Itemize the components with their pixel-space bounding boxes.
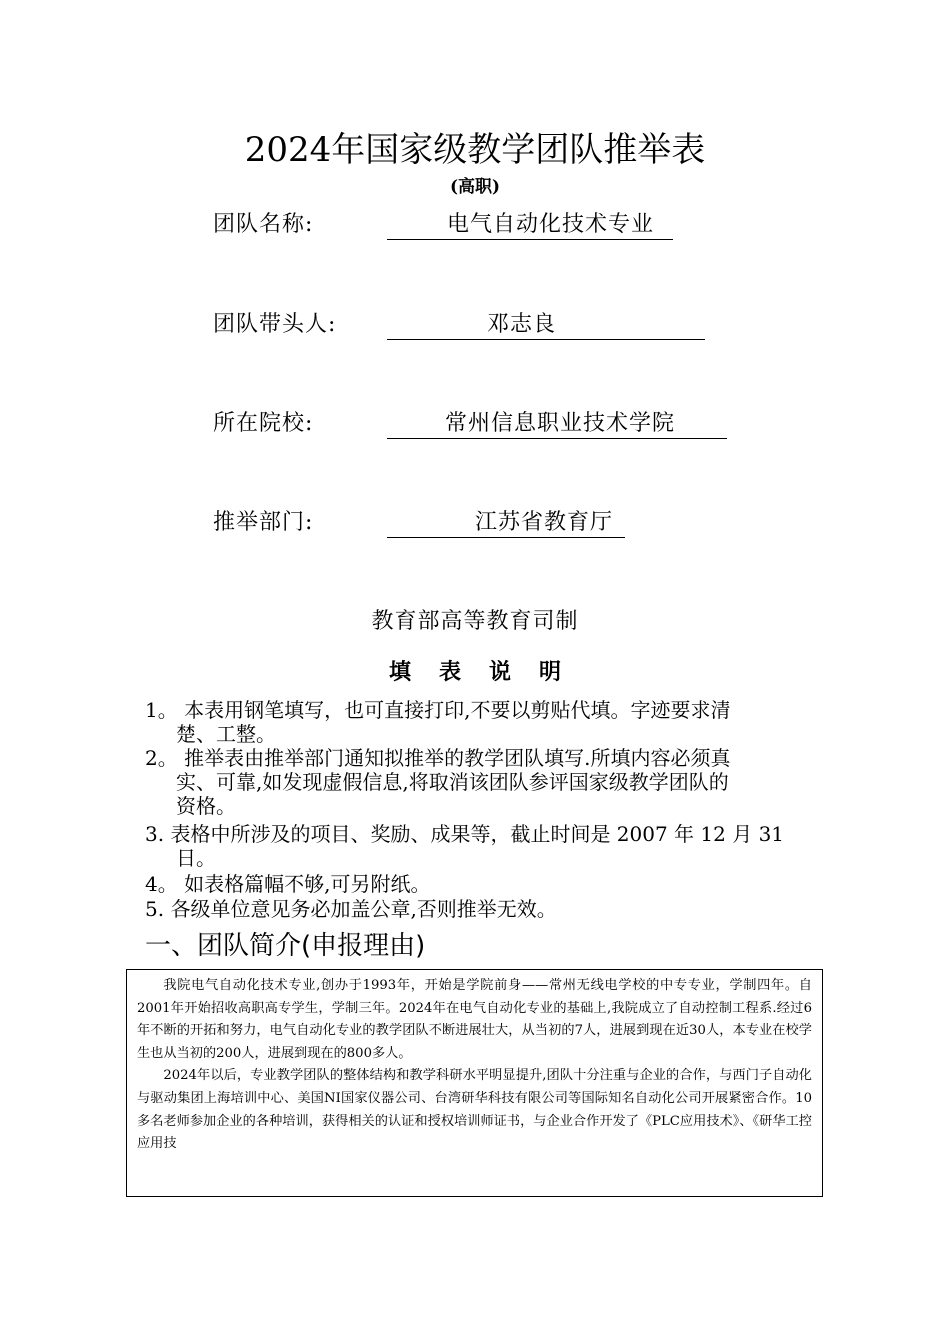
intro-paragraph: 2024年以后，专业教学团队的整体结构和教学科研水平明显提升,团队十分注重与企业的合作，与西门子自动化与驱动集团上海培训中心、美国NI国家仪器公司、台湾研华科技有限公司等国际知名自动化公司开展紧密合作。10多名老师参加企业的各种培训，获得相关的认证和授权培训师证书，与企业合作开发了《PLC应用技术》、《研华工控应用技 (137, 1068, 812, 1152)
school-label: 所在院校: (213, 411, 314, 436)
instruction-line: 4。 如表格篇幅不够,可另附纸。 (145, 872, 431, 896)
page-title: 2024年国家级教学团队推举表 (244, 130, 706, 170)
instruction-line: 1。 本表用钢笔填写，也可直接打印,不要以剪贴代填。字迹要求清 (145, 698, 731, 722)
team-name-value: 电气自动化技术专业 (447, 212, 655, 237)
page-subtitle: (高职) (449, 177, 501, 197)
instruction-item (145, 822, 825, 870)
school-value: 常州信息职业技术学院 (445, 411, 676, 436)
team-name-field (387, 210, 673, 240)
instruction-line: 5. 各级单位意见务必加盖公章,否则推举无效。 (145, 897, 557, 921)
instructions-title: 填表说明 (388, 659, 589, 685)
instruction-item (145, 872, 825, 896)
instruction-line: 日。 (176, 846, 216, 870)
instruction-line: 实、可靠,如发现虚假信息,将取消该团队参评国家级教学团队的 (176, 770, 729, 794)
issuing-authority: 教育部高等教育司制 (371, 609, 579, 634)
recommending-dept-value: 江苏省教育厅 (475, 510, 614, 535)
instruction-line: 资格。 (176, 794, 236, 818)
team-leader-value: 邓志良 (487, 312, 557, 337)
team-leader-label: 团队带头人: (213, 312, 337, 337)
team-name-label: 团队名称: (213, 212, 314, 237)
intro-paragraph: 我院电气自动化技术专业,创办于1993年，开始是学院前身——常州无线电学校的中专专业，学制四年。自2001年开始招收高职高专学生，学制三年。2024年在电气自动化专业的基础上,我院成立了自动控制工程系.经过6年不断的开拓和努力，电气自动化专业的教学团队不断进展壮大，从当初的7人，进展到现在近30人，本专业在校学生也从当初的200人，进展到现在的800多人。 (137, 978, 812, 1061)
team-intro-box (126, 969, 823, 1197)
school-field (387, 409, 727, 439)
recommending-dept-field (387, 508, 625, 538)
instruction-line: 3. 表格中所涉及的项目、奖励、成果等，截止时间是 2007 年 12 月 31 (145, 822, 785, 846)
recommending-dept-label: 推举部门: (213, 510, 314, 535)
instruction-item (145, 698, 825, 746)
instruction-line: 楚、工整。 (176, 722, 276, 746)
instruction-line: 2。 推举表由推举部门通知拟推举的教学团队填写.所填内容必须真 (145, 746, 731, 770)
team-leader-field (387, 310, 705, 340)
instruction-item (145, 746, 825, 818)
instruction-item (145, 897, 825, 921)
section-heading: 一、团队简介(申报理由) (145, 931, 426, 961)
